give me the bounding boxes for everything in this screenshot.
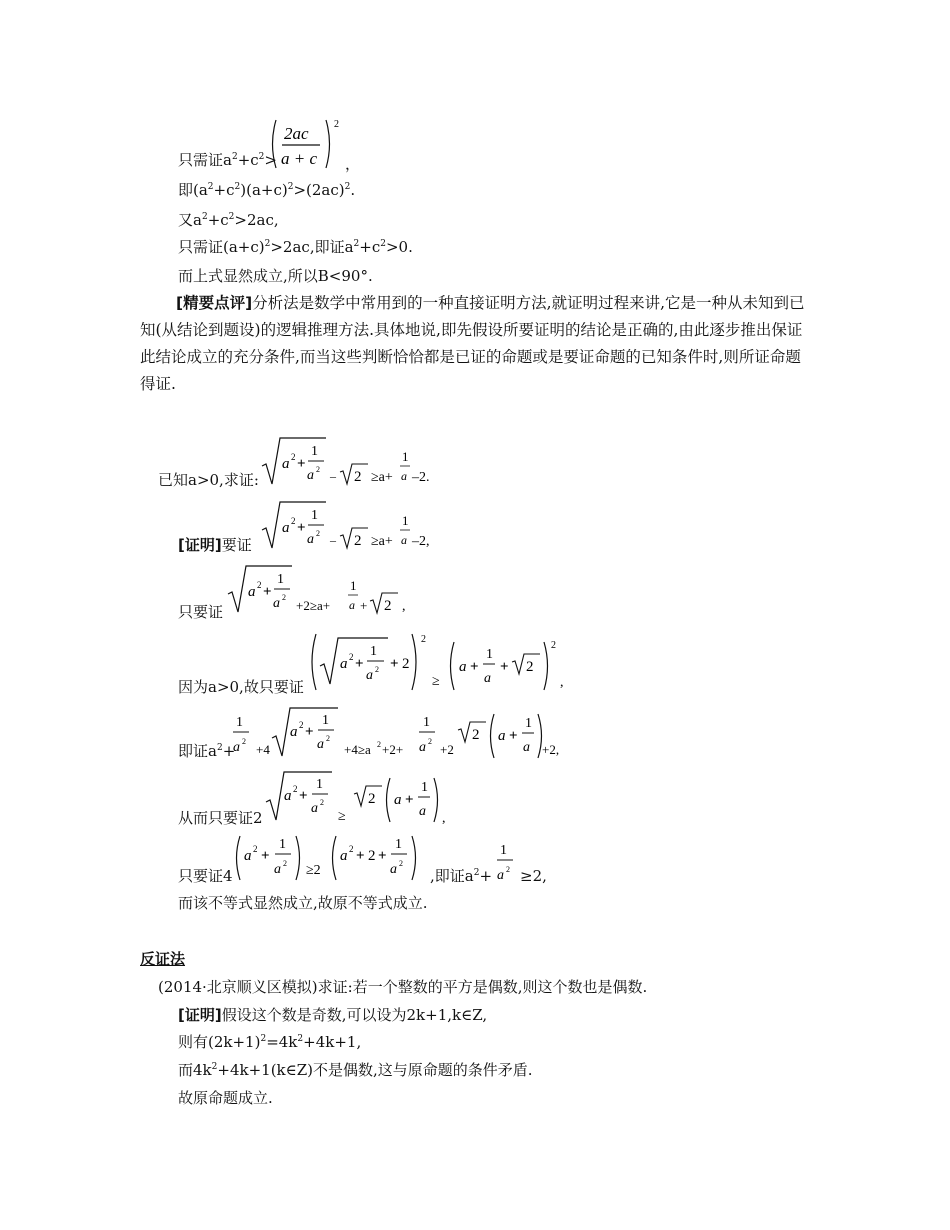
svg-text:a: a (340, 848, 348, 864)
svg-text:a: a (401, 469, 407, 483)
svg-text:+: + (360, 598, 368, 613)
svg-text:a: a (290, 724, 298, 740)
proof-tag: [证明] (178, 1006, 222, 1024)
need2-mid: ,即证$a^2+$ (430, 867, 493, 885)
formula-line-5: 而上式显然成立,所以B<90°. (178, 267, 373, 285)
svg-text:2: 2 (253, 844, 258, 854)
svg-text:+2≥a+: +2≥a+ (296, 598, 331, 613)
svg-text:a: a (244, 848, 252, 864)
svg-text:+4: +4 (256, 742, 270, 757)
svg-text:2: 2 (375, 665, 379, 674)
svg-text:+: + (261, 848, 270, 864)
fraction-2ac-over-a-plus-c-squared (268, 118, 338, 172)
svg-text:2: 2 (377, 740, 381, 749)
svg-text:a: a (419, 740, 426, 755)
svg-text:+: + (390, 656, 399, 672)
svg-text:+: + (305, 724, 314, 740)
svg-text:–: – (330, 469, 336, 483)
svg-text:≥: ≥ (338, 809, 346, 824)
svg-text:2: 2 (368, 848, 376, 864)
svg-text:2: 2 (326, 734, 330, 743)
svg-text:a: a (484, 671, 491, 686)
svg-text:2: 2 (354, 469, 362, 485)
svg-text:2: 2 (421, 634, 426, 645)
comment-tag: [精要点评] (176, 294, 253, 312)
section-heading: 反证法 (140, 950, 186, 968)
svg-text:1: 1 (311, 508, 318, 523)
formula-line-1 (178, 150, 277, 170)
svg-text:2: 2 (283, 859, 287, 868)
svg-text:2: 2 (506, 865, 510, 874)
svg-text:a: a (401, 533, 407, 547)
need-prefix: 只要证 (178, 603, 224, 621)
svg-text:a: a (366, 668, 373, 683)
svg-text:a: a (282, 520, 290, 536)
svg-text:1: 1 (486, 647, 493, 662)
svg-text:a + c: a + c (281, 149, 318, 168)
svg-text:+: + (378, 848, 387, 864)
because-inequality (308, 628, 578, 700)
svg-text:a: a (307, 468, 314, 483)
svg-text:2: 2 (349, 652, 354, 662)
svg-text:a: a (459, 659, 467, 675)
svg-text:≥a+: ≥a+ (371, 470, 393, 485)
svg-text:2: 2 (320, 798, 324, 807)
known-prefix: 已知a>0,求证: (158, 471, 259, 489)
proof-text: 假设这个数是奇数,可以设为2k+1,k∈Z, (221, 1006, 488, 1024)
svg-text:2: 2 (472, 727, 480, 743)
hence-inequality (264, 768, 464, 826)
conclusion: 而该不等式显然成立,故原不等式成立. (178, 894, 428, 912)
line-text: 只需证$a^2+c^2>$ (178, 151, 277, 169)
svg-text:1: 1 (277, 572, 284, 587)
svg-text:a: a (274, 862, 281, 877)
svg-text:1: 1 (236, 715, 243, 730)
prove-inequality (230, 704, 580, 762)
svg-text:a: a (233, 740, 240, 755)
svg-text:+: + (263, 584, 272, 600)
svg-text:a: a (307, 532, 314, 547)
proof-inequality (260, 500, 450, 556)
svg-text:1: 1 (350, 578, 357, 593)
svg-text:1: 1 (525, 716, 532, 731)
svg-text:1: 1 (402, 449, 409, 464)
formula-line-4: 只需证$(a+c)^2>2ac$,即证$a^2+c^2>0$. (178, 238, 413, 256)
proof-prefix: 要证 (221, 536, 252, 554)
svg-text:–2.: –2. (412, 470, 430, 485)
problem-statement: (2014·北京顺义区模拟)求证:若一个整数的平方是偶数,则这个数也是偶数. (158, 978, 648, 996)
svg-text:a: a (349, 598, 355, 612)
svg-text:a: a (498, 728, 506, 744)
svg-text:–2,: –2, (412, 534, 430, 549)
svg-text:a: a (284, 788, 292, 804)
svg-text:+: + (500, 659, 509, 675)
svg-text:a: a (523, 740, 530, 755)
svg-text:a: a (282, 456, 290, 472)
svg-text:,: , (560, 675, 564, 690)
svg-text:1: 1 (395, 837, 402, 852)
svg-text:2: 2 (368, 791, 376, 807)
svg-text:2: 2 (299, 720, 304, 730)
svg-text:a: a (497, 868, 504, 883)
svg-text:a: a (273, 596, 280, 611)
svg-text:≥a+: ≥a+ (371, 534, 393, 549)
svg-text:+: + (299, 788, 308, 804)
prove-prefix: 即证$a^2+$ (178, 742, 236, 760)
formula-line-3: 又$a^2+c^2>2ac$, (178, 211, 279, 229)
svg-text:1: 1 (423, 715, 430, 730)
need2-inequality (234, 832, 434, 884)
svg-text:2: 2 (334, 119, 339, 130)
svg-text:2: 2 (293, 784, 298, 794)
because-prefix: 因为a>0,故只要证 (178, 678, 304, 696)
svg-text:2: 2 (526, 659, 534, 675)
need2-end: ≥2, (520, 867, 547, 885)
proof-line-4: 故原命题成立. (178, 1089, 273, 1107)
svg-text:1: 1 (316, 777, 323, 792)
formula-line-2: 即$(a^2+c^2)(a+c)^2>(2ac)^2$. (178, 181, 356, 199)
svg-text:2: 2 (399, 859, 403, 868)
svg-text:+: + (356, 848, 365, 864)
comment-paragraph (140, 290, 816, 398)
svg-text:+2: +2 (440, 742, 454, 757)
svg-text:≥: ≥ (432, 674, 440, 689)
svg-text:+: + (355, 656, 364, 672)
svg-text:1: 1 (421, 780, 428, 795)
svg-text:a: a (390, 862, 397, 877)
svg-text:2: 2 (316, 465, 320, 474)
svg-text:a: a (248, 584, 256, 600)
proof-tag: [证明] (178, 536, 222, 554)
proof-line-1 (178, 1005, 487, 1025)
svg-text:2: 2 (291, 516, 296, 526)
svg-text:2: 2 (384, 598, 392, 614)
svg-text:+: + (470, 659, 479, 675)
svg-text:2: 2 (354, 533, 362, 549)
comment-text: 分析法是数学中常用到的一种直接证明方法,就证明过程来讲,它是一种从未知到已知(从结论到题设)的逻辑推理方法.具体地说,即先假设所要证明的结论是正确的,由此逐步推出保证此结论成立的充分条件,而当这些判断恰恰都是已证的命题或是要证命题的已知条件时,则所证命题得证. (140, 294, 805, 393)
svg-text:a: a (394, 792, 402, 808)
proof-line-3: 而$4k^2+4k+1(k\in Z)$不是偶数,这与原命题的条件矛盾. (178, 1061, 533, 1079)
need-inequality (226, 564, 416, 622)
svg-text:+4≥a: +4≥a (344, 742, 371, 757)
svg-text:a: a (317, 737, 324, 752)
svg-text:2ac: 2ac (284, 124, 309, 143)
svg-text:2: 2 (551, 640, 556, 651)
svg-text:≥2: ≥2 (306, 863, 321, 878)
proof-line (178, 535, 252, 555)
svg-text:2: 2 (402, 656, 410, 672)
svg-text:a: a (340, 656, 348, 672)
svg-text:a: a (419, 804, 426, 819)
svg-text:–: – (330, 533, 336, 547)
svg-text:1: 1 (279, 837, 286, 852)
svg-text:,: , (442, 811, 446, 826)
svg-text:1: 1 (311, 444, 318, 459)
svg-text:+: + (405, 792, 414, 808)
svg-text:2: 2 (282, 593, 286, 602)
svg-text:1: 1 (500, 843, 507, 858)
svg-text:1: 1 (370, 644, 377, 659)
proof-line-2: 则有$(2k+1)^2=4k^2+4k+1$, (178, 1033, 362, 1051)
svg-text:2: 2 (349, 844, 354, 854)
svg-text:+: + (509, 728, 518, 744)
svg-text:+: + (297, 520, 306, 536)
svg-text:2: 2 (316, 529, 320, 538)
comma: ， (345, 155, 361, 173)
svg-text:2: 2 (257, 580, 262, 590)
svg-text:2: 2 (242, 737, 246, 746)
svg-text:2: 2 (291, 452, 296, 462)
svg-text:,: , (402, 599, 406, 614)
svg-text:+2+: +2+ (382, 742, 404, 757)
svg-text:+: + (297, 456, 306, 472)
svg-text:1: 1 (322, 713, 329, 728)
hence-prefix: 从而只要证2 (178, 809, 263, 827)
svg-text:2: 2 (428, 737, 432, 746)
svg-text:+2,: +2, (542, 742, 560, 757)
svg-text:a: a (311, 801, 318, 816)
svg-text:1: 1 (402, 513, 409, 528)
known-inequality (260, 436, 450, 492)
need2-prefix: 只要证4 (178, 867, 233, 885)
